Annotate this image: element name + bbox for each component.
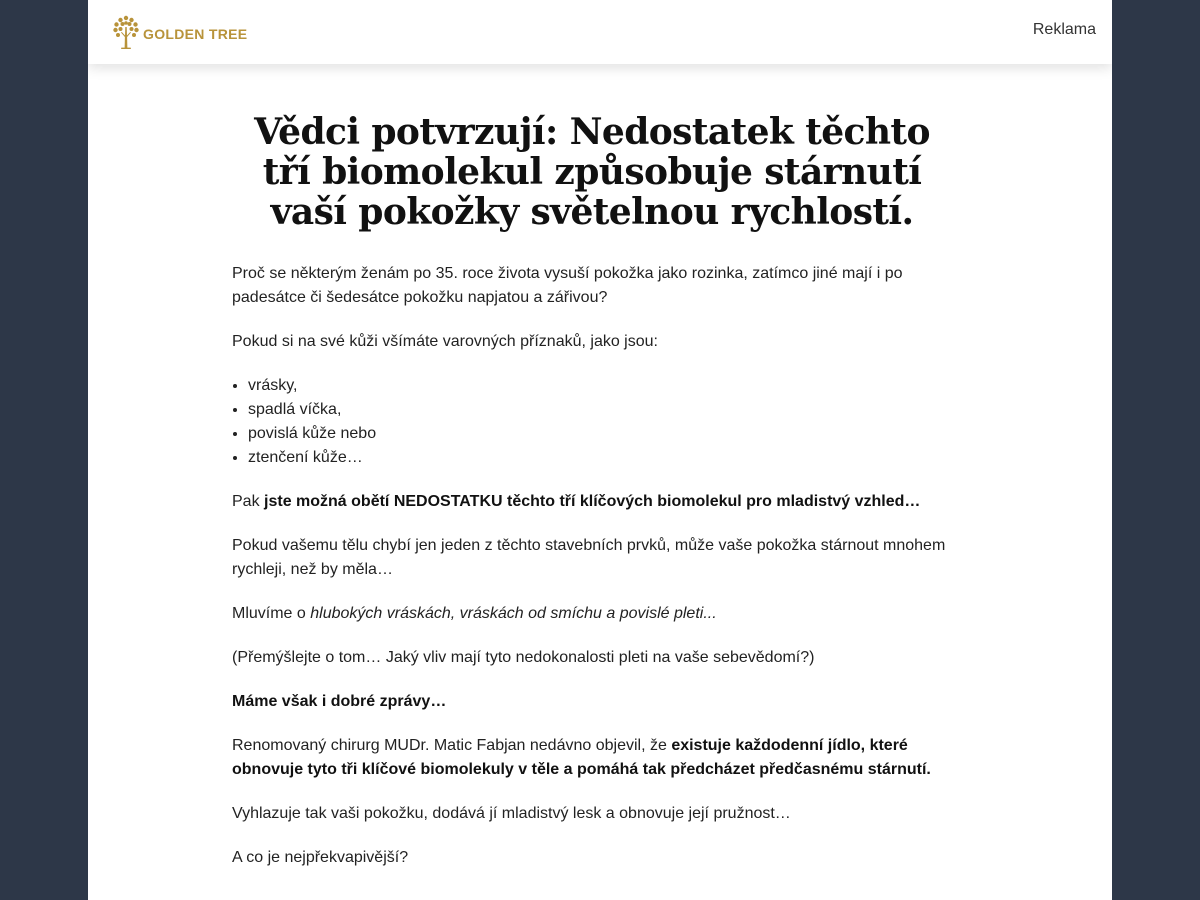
symptom-item: • spadlá víčka, [248,398,952,422]
paragraph-3-bold: jste možná obětí NEDOSTATKU těchto tří klíčových biomolekul pro mladistvý vzhled… [264,493,921,510]
paragraph-2: Pokud si na své kůži všímáte varovných příznaků, jako jsou: [232,333,658,350]
paragraph-8 [232,734,952,782]
paragraph-8-bold: existuje každodenní jídlo, které obnovuje tyto tři klíčové biomolekuly v těle a pomáhá tak předcházet předčasnému stárnutí. [232,737,931,778]
paragraph-6: (Přemýšlejte o tom… Jaký vliv mají tyto nedokonalosti pleti na vaše sebevědomí?) [232,649,815,666]
paragraph-10: A co je nejpřekvapivější? [232,849,409,866]
tree-logo-icon [112,15,140,49]
paragraph-5 [232,602,952,626]
paragraph-7-bold: Máme však i dobré zprávy… [232,693,447,710]
paragraph-9: Vyhlazuje tak vaši pokožku, dodává jí mladistvý lesk a obnovuje její pružnost… [232,805,791,822]
paragraph-1: Proč se některým ženám po 35. roce života vysuší pokožka jako rozinka, zatímco jiné mají i po padesátce či šedesátce pokožku napjatou a zářivou? [232,265,903,306]
article [232,112,952,890]
logo-link[interactable] [112,15,247,49]
symptom-item: • povislá kůže nebo [248,422,952,446]
page [88,0,1112,900]
paragraph-7 [232,690,952,714]
nav-link-reklama[interactable]: Reklama [1032,21,1096,38]
paragraph-3-prefix: Pak [232,493,265,510]
article-title: Vědci potvrzují: Nedostatek těchto tří biomolekul způsobuje stárnutí vaší pokožky světelnou rychlostí. [254,111,930,233]
paragraph-3 [232,490,952,514]
symptom-item: • ztenčení kůže… [248,446,952,470]
paragraph-4: Pokud vašemu tělu chybí jen jeden z těchto stavebních prvků, může vaše pokožka stárnout mnohem rychleji, než by měla… [232,537,946,578]
paragraph-8-prefix: Renomovaný chirurg MUDr. Matic Fabjan nedávno objevil, že [232,737,672,754]
logo-text: GOLDEN TREE [143,26,248,42]
paragraph-5-prefix: Mluvíme o [232,605,311,622]
paragraph-5-italic: hlubokých vráskách, vráskách od smíchu a povislé pleti... [310,605,717,622]
site-header [88,0,1112,64]
symptoms-list [232,374,952,470]
symptom-item: • vrásky, [248,374,952,398]
